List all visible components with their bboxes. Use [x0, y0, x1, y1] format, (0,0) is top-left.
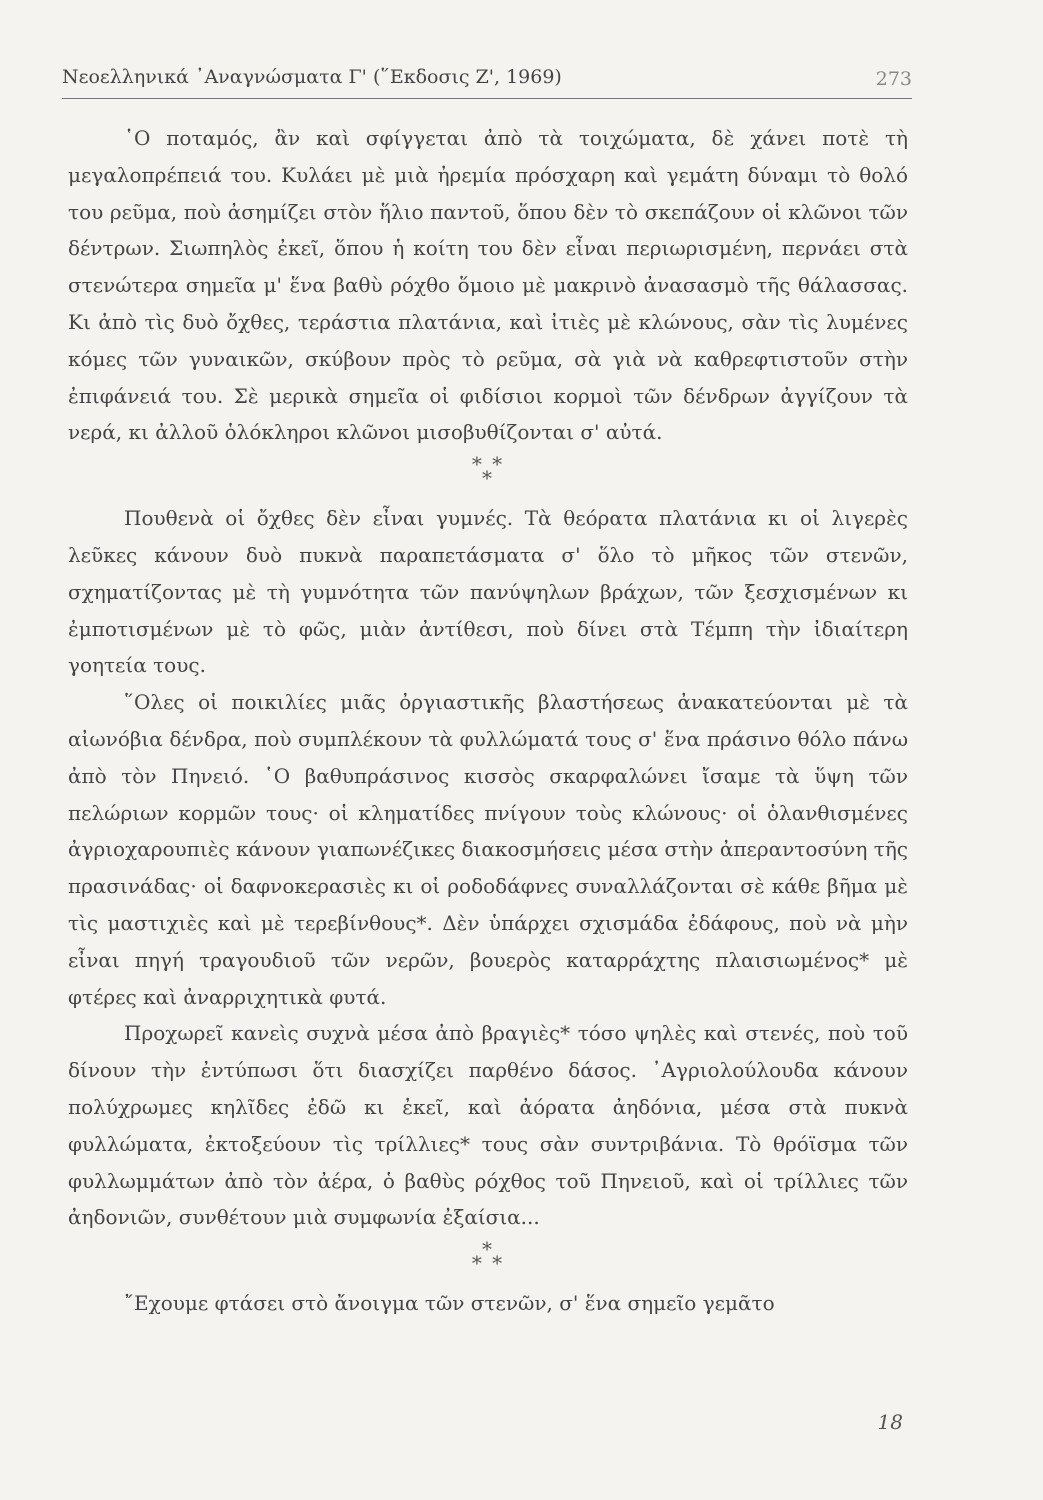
paragraph: Προχωρεῖ κανεὶς συχνὰ μέσα ἀπὸ βραγιὲς* τόσο ψηλὲς καὶ στενές, ποὺ τοῦ δίνουν τὴν ἐντύπωσι ὅτι διασχίζει παρθένο δάσος. ᾿Αγριολούλουδα κάνουν πολύχρωμες κηλῖδες ἐδῶ κι ἐκεῖ, καὶ ἀόρατα ἀηδόνια, μέσα στὰ πυκνὰ φυλλώματα, ἐκτοξεύουν τὶς τρίλλιες* τους σὰν συντριβάνια. Τὸ θρόϊσμα τῶν φυλλωμμάτων ἀπὸ τὸν ἀέρα, ὁ βαθὺς ρόχθος τοῦ Πηνειοῦ, καὶ οἱ τρίλλιες τῶν ἀηδονιῶν, συνθέτουν μιὰ συμφωνία ἐξαίσια... — [68, 1021, 908, 1230]
page-number: 273 — [875, 68, 912, 90]
book-title: Νεοελληνικά ᾿Αναγνώσματα Γ' (῞Εκδοσις Ζ', 1969) — [62, 66, 562, 88]
body-text — [68, 120, 908, 1322]
section-separator — [68, 451, 908, 500]
separator-glyphs: * * * — [471, 1237, 505, 1276]
printer-signature: 18 — [877, 1410, 903, 1434]
paragraph: ῾Ο ποταμός, ἂν καὶ σφίγγεται ἀπὸ τὰ τοιχώματα, δὲ χάνει ποτὲ τὴ μεγαλοπρέπειά του. Κυλάει μὲ μιὰ ἠρεμία πρόσχαρη καὶ γεμάτη δύναμι τὸ θολό του ρεῦμα, ποὺ ἀσημίζει στὸν ἥλιο παντοῦ, ὅπου δὲν τὸ σκεπάζουν οἱ κλῶνοι τῶν δέντρων. Σιωπηλὸς ἐκεῖ, ὅπου ἡ κοίτη του δὲν εἶναι περιωρισμένη, περνάει στὰ στενώτερα σημεῖα μ' ἕνα βαθὺ ρόχθο ὅμοιο μὲ μακρινὸ ἀνασασμὸ τῆς θάλασσας. Κι ἀπὸ τὶς δυὸ ὄχθες, τεράστια πλατάνια, καὶ ἰτιὲς μὲ κλώνους, σὰν τὶς λυμένες κόμες τῶν γυναικῶν, σκύβουν πρὸς τὸ ρεῦμα, σὰ γιὰ νὰ καθρεφτιστοῦν στὴν ἐπιφάνειά του. Σὲ μερικὰ σημεῖα οἱ φιδίσιοι κορμοὶ τῶν δένδρων ἀγγίζουν τὰ νερά, κι ἀλλοῦ ὁλόκληροι κλῶνοι μισοβυθίζονται σ' αὐτά. — [68, 126, 908, 445]
paragraph: ῎Εχουμε φτάσει στὸ ἄνοιγμα τῶν στενῶν, σ' ἕνα σημεῖο γεμᾶτο — [124, 1291, 775, 1316]
header-rule — [62, 98, 912, 99]
paragraph: ῞Ολες οἱ ποικιλίες μιᾶς ὀργιαστικῆς βλαστήσεως ἀνακατεύονται μὲ τὰ αἰωνόβια δένδρα, ποὺ συμπλέκουν τὰ φυλλώματά τους σ' ἕνα πράσινο θόλο πάνω ἀπὸ τὸν Πηνειό. ῾Ο βαθυπράσινος κισσὸς σκαρφαλώνει ἴσαμε τὰ ὕψη τῶν πελώριων κορμῶν τους· οἱ κληματίδες πνίγουν τοὺς κλώνους· οἱ ὁλανθισμένες ἀγριοχαρουπιὲς κάνουν γιαπωνέζικες διακοσμήσεις μέσα στὴν ἀπεραντοσύνη τῆς πρασινάδας· οἱ δαφνοκερασιὲς κι οἱ ροδοδάφνες συναλλάζονται σὲ κάθε βῆμα μὲ τὶς μαστιχιὲς καὶ μὲ τερεβίνθους*. Δὲν ὑπάρχει σχισμάδα ἐδάφους, ποὺ νὰ μὴν εἶναι πηγή τραγουδιοῦ τῶν νερῶν, βουερὸς καταρράχτης πλαισιωμένος* μὲ φτέρες καὶ ἀναρριχητικὰ φυτά. — [68, 690, 908, 1009]
paragraph: Πουθενὰ οἱ ὄχθες δὲν εἶναι γυμνές. Τὰ θεόρατα πλατάνια κι οἱ λιγερὲς λεῦκες κάνουν δυὸ πυκνὰ παραπετάσματα σ' ὅλο τὸ μῆκος τῶν στενῶν, σχηματίζοντας μὲ τὴ γυμνότητα τῶν πανύψηλων βράχων, τῶν ξεσχισμένων κι ἐμποτισμένων μὲ τὸ φῶς, μιὰν ἀντίθεσι, ποὺ δίνει στὰ Τέμπη τὴν ἰδιαίτερη γοητεία τους. — [68, 506, 908, 678]
section-separator — [68, 1236, 908, 1285]
separator-glyphs: * * * — [471, 452, 505, 491]
